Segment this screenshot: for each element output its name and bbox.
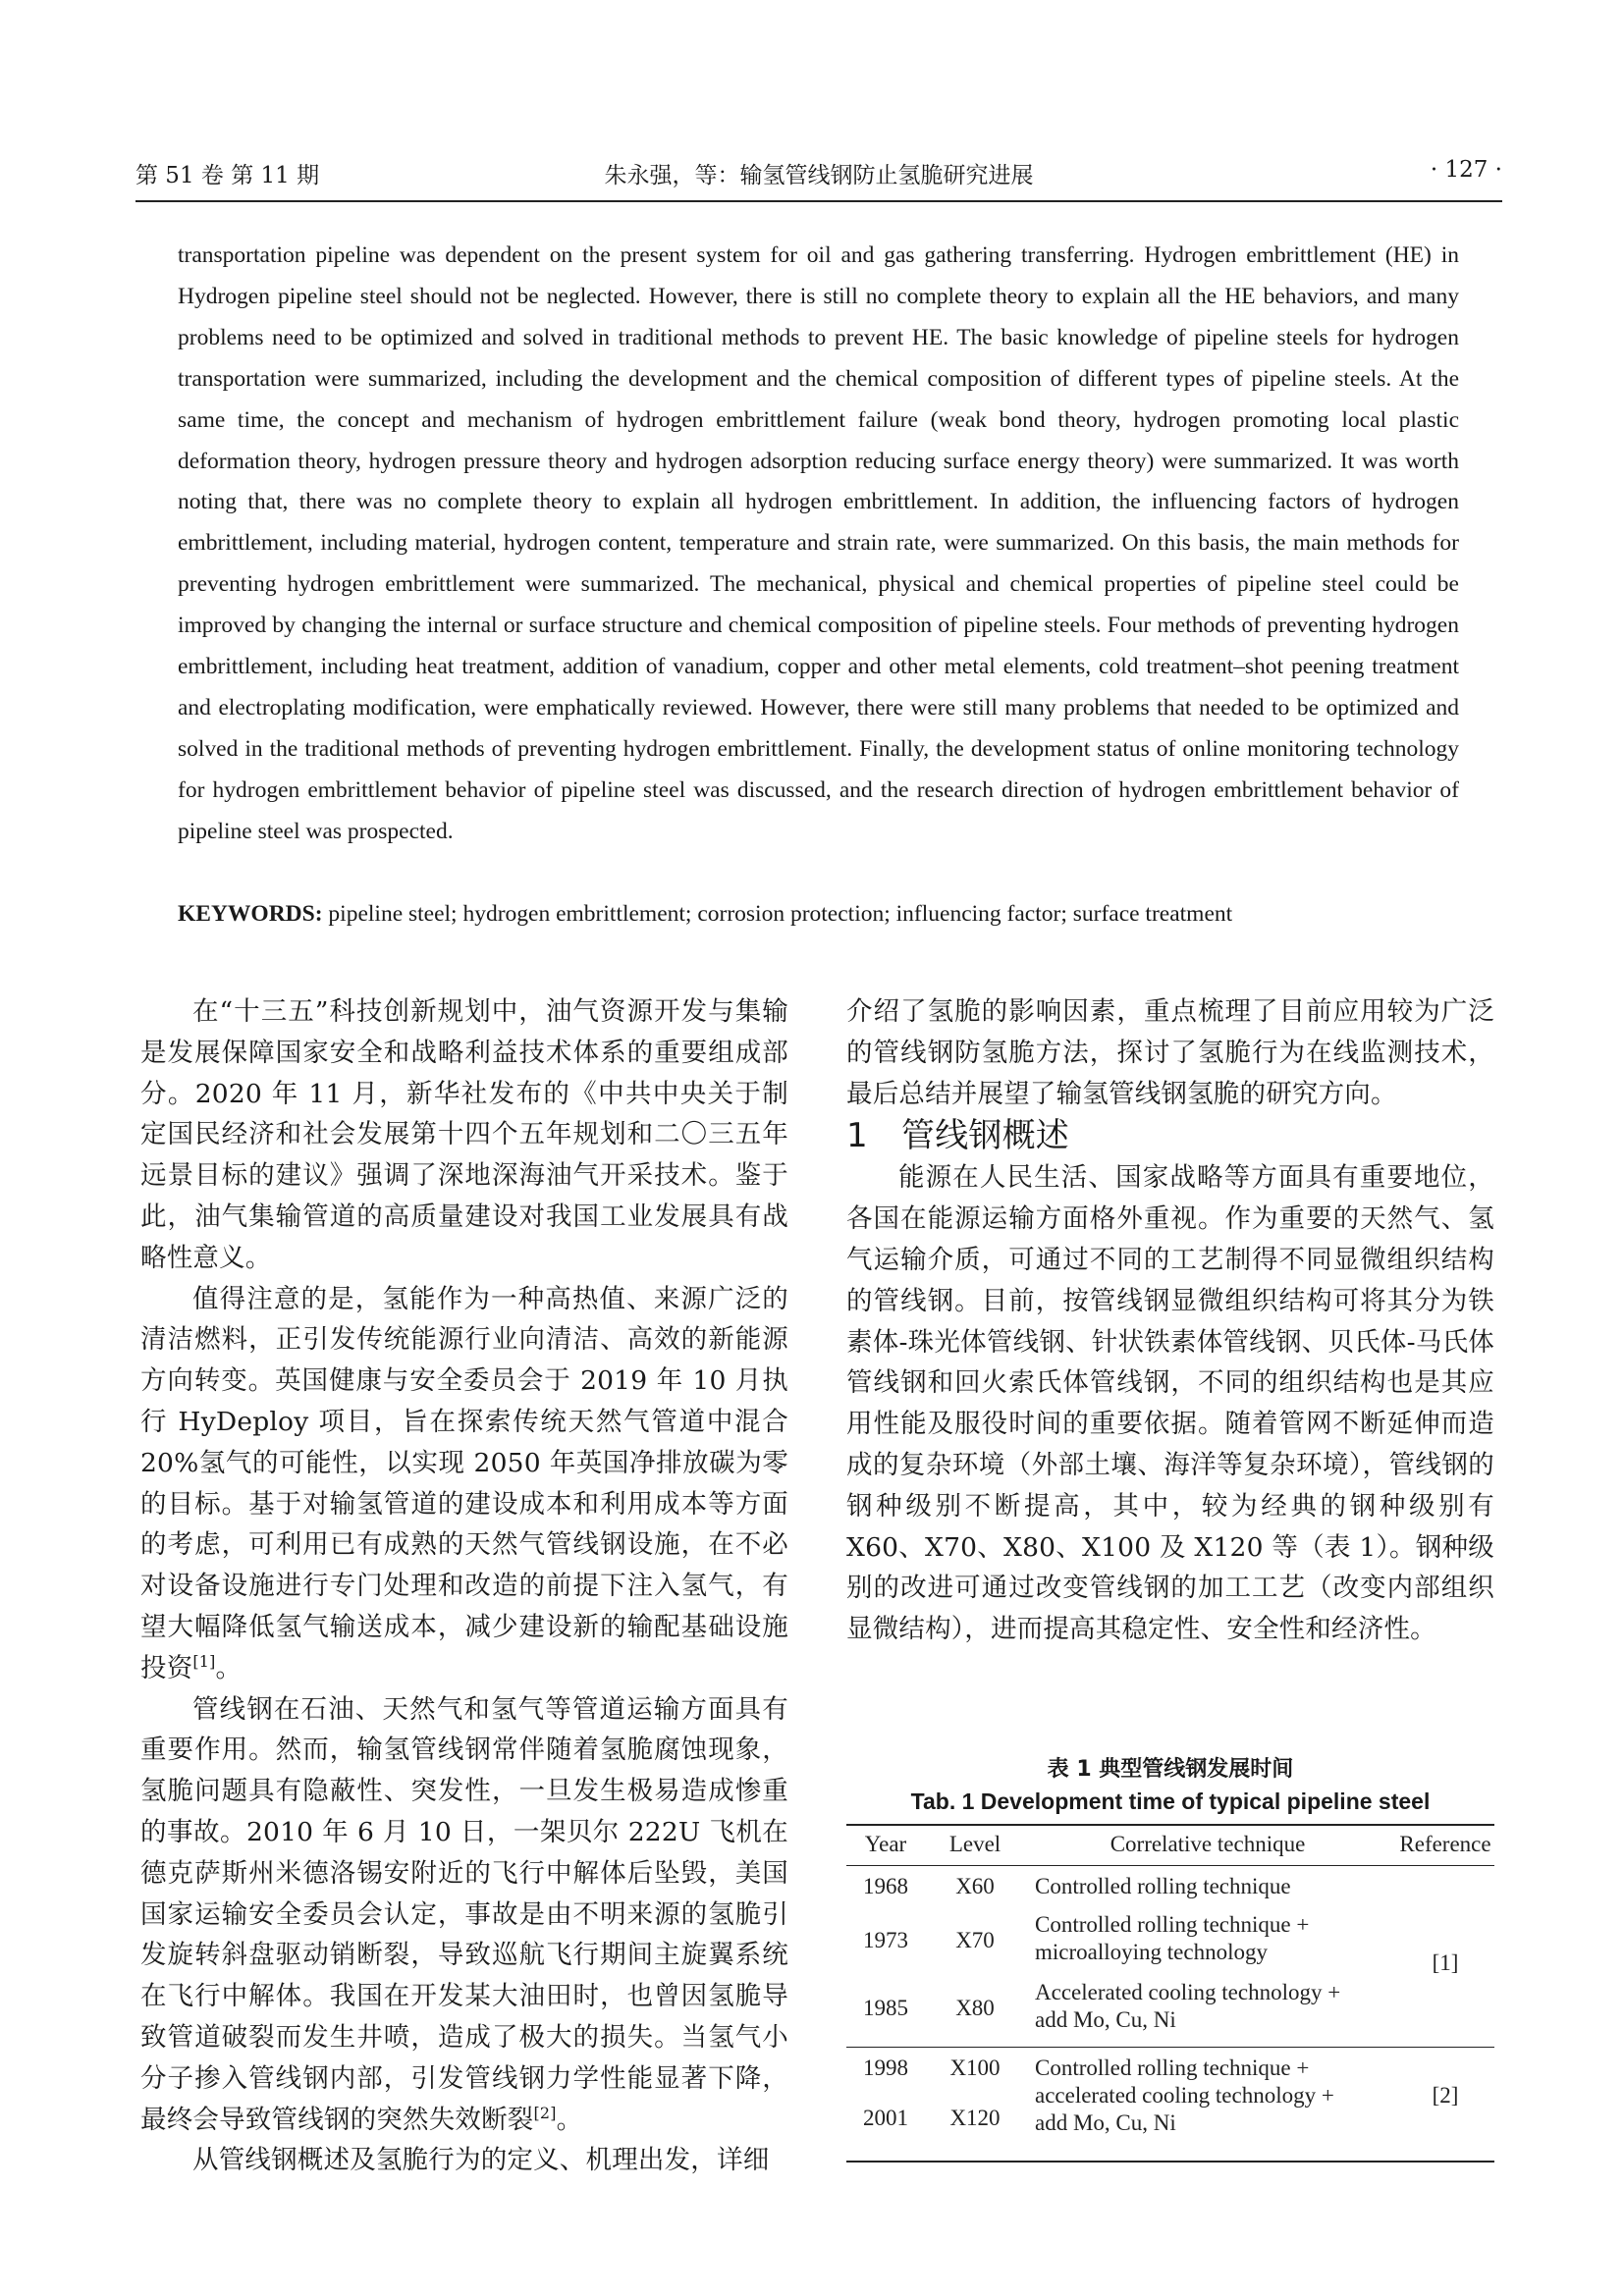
header-reference: Reference	[1399, 1832, 1491, 1856]
table-caption-cn: 表 1 典型管线钢发展时间	[1047, 1757, 1294, 1782]
table-cell-reference: [1]	[1432, 1950, 1459, 1975]
table-cell-technique: Accelerated cooling technology +	[1035, 1980, 1341, 2004]
header-year: Year	[864, 1832, 907, 1856]
section-number: 1	[846, 1116, 868, 1156]
paragraph-text: 值得注意的是，氢能作为一种高热值、来源广泛的清洁燃料，正引发传统能源行业向清洁、高效的新能源方向转变。英国健康与安全委员会于 2019 年 10 月执行 HyDeploy 项目，旨在探索传统天然气管道中混合 20%氢气的可能性，以实现 2050 年英国净排放碳为零的目标。基于对输氢管道的建设成本和利用成本等方面的考虑，可利用已有成熟的天然气管线钢设施，在不必对设备设施进行专门处理和改造的前提下注入氢气，有望大幅降低氢气输送成本，减少建设新的输配基础设施投资	[140, 1283, 788, 1683]
table-cell-technique: add Mo, Cu, Ni	[1035, 2110, 1176, 2135]
table-cell-level: X100	[949, 2056, 1001, 2080]
paragraph-end: 。	[215, 1652, 243, 1683]
running-header	[135, 157, 1502, 196]
table-cell-level: X80	[955, 1996, 995, 2020]
table-cell-year: 1985	[863, 1996, 908, 2020]
left-column	[140, 991, 788, 2181]
table-cell-year: 1968	[863, 1874, 908, 1898]
table-cell-year: 1973	[863, 1928, 908, 1952]
citation: [1]	[192, 1651, 216, 1671]
keywords	[178, 893, 1459, 934]
header-rule	[135, 200, 1502, 202]
paragraph: 从管线钢概述及氢脆行为的定义、机理出发，详细	[192, 2145, 770, 2176]
paragraph-text: 管线钢在石油、天然气和氢气等管道运输方面具有重要作用。然而，输氢管线钢常伴随着氢脆腐蚀现象，氢脆问题具有隐蔽性、突发性，一旦发生极易造成惨重的事故。2010 年 6 月 10 日，一架贝尔 222U 飞机在德克萨斯州米德洛锡安附近的飞行中解体后坠毁，美国国家运输安全委员会认定，事故是由不明来源的氢脆引发旋转斜盘驱动销断裂，导致巡航飞行期间主旋翼系统在飞行中解体。我国在开发某大油田时，也曾因氢脆导致管道破裂而发生井喷，造成了极大的损失。当氢气小分子掺入管线钢内部，引发管线钢力学性能显著下降，最终会导致管线钢的突然失效断裂	[140, 1693, 788, 2135]
table-top-rule	[846, 1824, 1494, 1826]
table-head-rule	[846, 1865, 1494, 1866]
section-title: 管线钢概述	[901, 1116, 1069, 1156]
keywords-list: pipeline steel; hydrogen embrittlement; corrosion protection; influencing factor; surface treatment	[322, 901, 1233, 927]
table-bottom-rule	[846, 2161, 1494, 2163]
paragraph	[140, 1279, 788, 1689]
header-technique: Correlative technique	[1110, 1832, 1306, 1856]
table-cell-technique: add Mo, Cu, Ni	[1035, 2007, 1176, 2032]
paragraph: 能源在人民生活、国家战略等方面具有重要地位，各国在能源运输方面格外重视。作为重要的天然气、氢气运输介质，可通过不同的工艺制得不同显微组织结构的管线钢。目前，按管线钢显微组织结构可将其分为铁素体-珠光体管线钢、针状铁素体管线钢、贝氏体-马氏体管线钢和回火索氏体管线钢，不同的组织结构也是其应用性能及服役时间的重要依据。随着管网不断延伸而造成的复杂环境（外部土壤、海洋等复杂环境），管线钢的钢种级别不断提高，其中，较为经典的钢种级别有 X60、X70、X80、X100 及 X120 等（表 1）。钢种级别的改进可通过改变管线钢的加工工艺（改变内部组织显微结构），进而提高其稳定性、安全性和经济性。	[846, 1162, 1494, 1645]
paragraph	[140, 1689, 788, 2141]
header-level: Level	[948, 1832, 1001, 1856]
paragraph: 在“十三五”科技创新规划中，油气资源开发与集输是发展保障国家安全和战略利益技术体系的重要组成部分。2020 年 11 月，新华社发布的《中共中央关于制定国民经济和社会发展第十四个五年规划和二〇三五年远景目标的建议》强调了深地深海油气开采技术。鉴于此，油气集输管道的高质量建设对我国工业发展具有战略性意义。	[140, 996, 788, 1273]
right-column	[846, 991, 1494, 1650]
table-caption-en: Tab. 1 Development time of typical pipeline steel	[910, 1789, 1431, 1814]
section-heading	[846, 1114, 1494, 1157]
author-title: 朱永强，等：输氢管线钢防止氢脆研究进展	[604, 163, 1034, 188]
table-caption	[846, 1754, 1494, 1817]
abstract-text: transportation pipeline was dependent on the present system for oil and gas gathering transferring. Hydrogen embrittlement (HE) in Hydrogen pipeline steel should not be neglected. However, there is still no complete theory to explain all the HE behaviors, and many problems need to be optimized and solved in traditional methods to prevent HE. The basic knowledge of pipeline steels for hydrogen transportation were summarized, including the development and the chemical composition of different types of pipeline steels. At the same time, the concept and mechanism of hydrogen embrittlement failure (weak bond theory, hydrogen promoting local plastic deformation theory, hydrogen pressure theory and hydrogen adsorption reducing surface energy theory) were summarized. It was worth noting that, there was no complete theory to explain all hydrogen embrittlement. In addition, the influencing factors of hydrogen embrittlement, including material, hydrogen content, temperature and strain rate, were summarized. On this basis, the main methods for preventing hydrogen embrittlement were summarized. The mechanical, physical and chemical properties of pipeline steel could be improved by changing the internal or surface structure and chemical composition of pipeline steels. Four methods of preventing hydrogen embrittlement, including heat treatment, addition of vanadium, copper and other metal elements, cold treatment–shot peening treatment and electroplating modification, were emphatically reviewed. However, there were still many problems that needed to be optimized and solved in the traditional methods of preventing hydrogen embrittlement. Finally, the development status of online monitoring technology for hydrogen embrittlement behavior of pipeline steel was discussed, and the research direction of hydrogen embrittlement behavior of pipeline steel was prospected.	[178, 242, 1459, 844]
table-cell-year: 2001	[863, 2106, 908, 2130]
table-cell-level: X60	[955, 1874, 995, 1898]
table-cell-year: 1998	[863, 2056, 908, 2080]
keywords-label: KEYWORDS:	[178, 901, 323, 927]
table-mid-rule	[846, 2047, 1494, 2048]
paragraph-end: 。	[556, 2104, 583, 2135]
table-cell-technique: microalloying technology	[1035, 1940, 1268, 1964]
table-cell-technique: Controlled rolling technique	[1035, 1874, 1291, 1898]
paragraph-continued: 介绍了氢脆的影响因素，重点梳理了目前应用较为广泛的管线钢防氢脆方法，探讨了氢脆行为在线监测技术，最后总结并展望了输氢管线钢氢脆的研究方向。	[846, 996, 1494, 1109]
table-cell-technique: Controlled rolling technique +	[1035, 2056, 1310, 2080]
table-cell-level: X70	[955, 1928, 995, 1952]
table-cell-level: X120	[949, 2106, 1001, 2130]
table-cell-technique: accelerated cooling technology +	[1035, 2083, 1334, 2108]
citation: [2]	[533, 2103, 557, 2122]
page-number: · 127 ·	[1430, 157, 1502, 183]
table-cell-reference: [2]	[1432, 2083, 1459, 2108]
volume-issue: 第 51 卷 第 11 期	[135, 163, 320, 188]
table-cell-technique: Controlled rolling technique +	[1035, 1912, 1310, 1937]
